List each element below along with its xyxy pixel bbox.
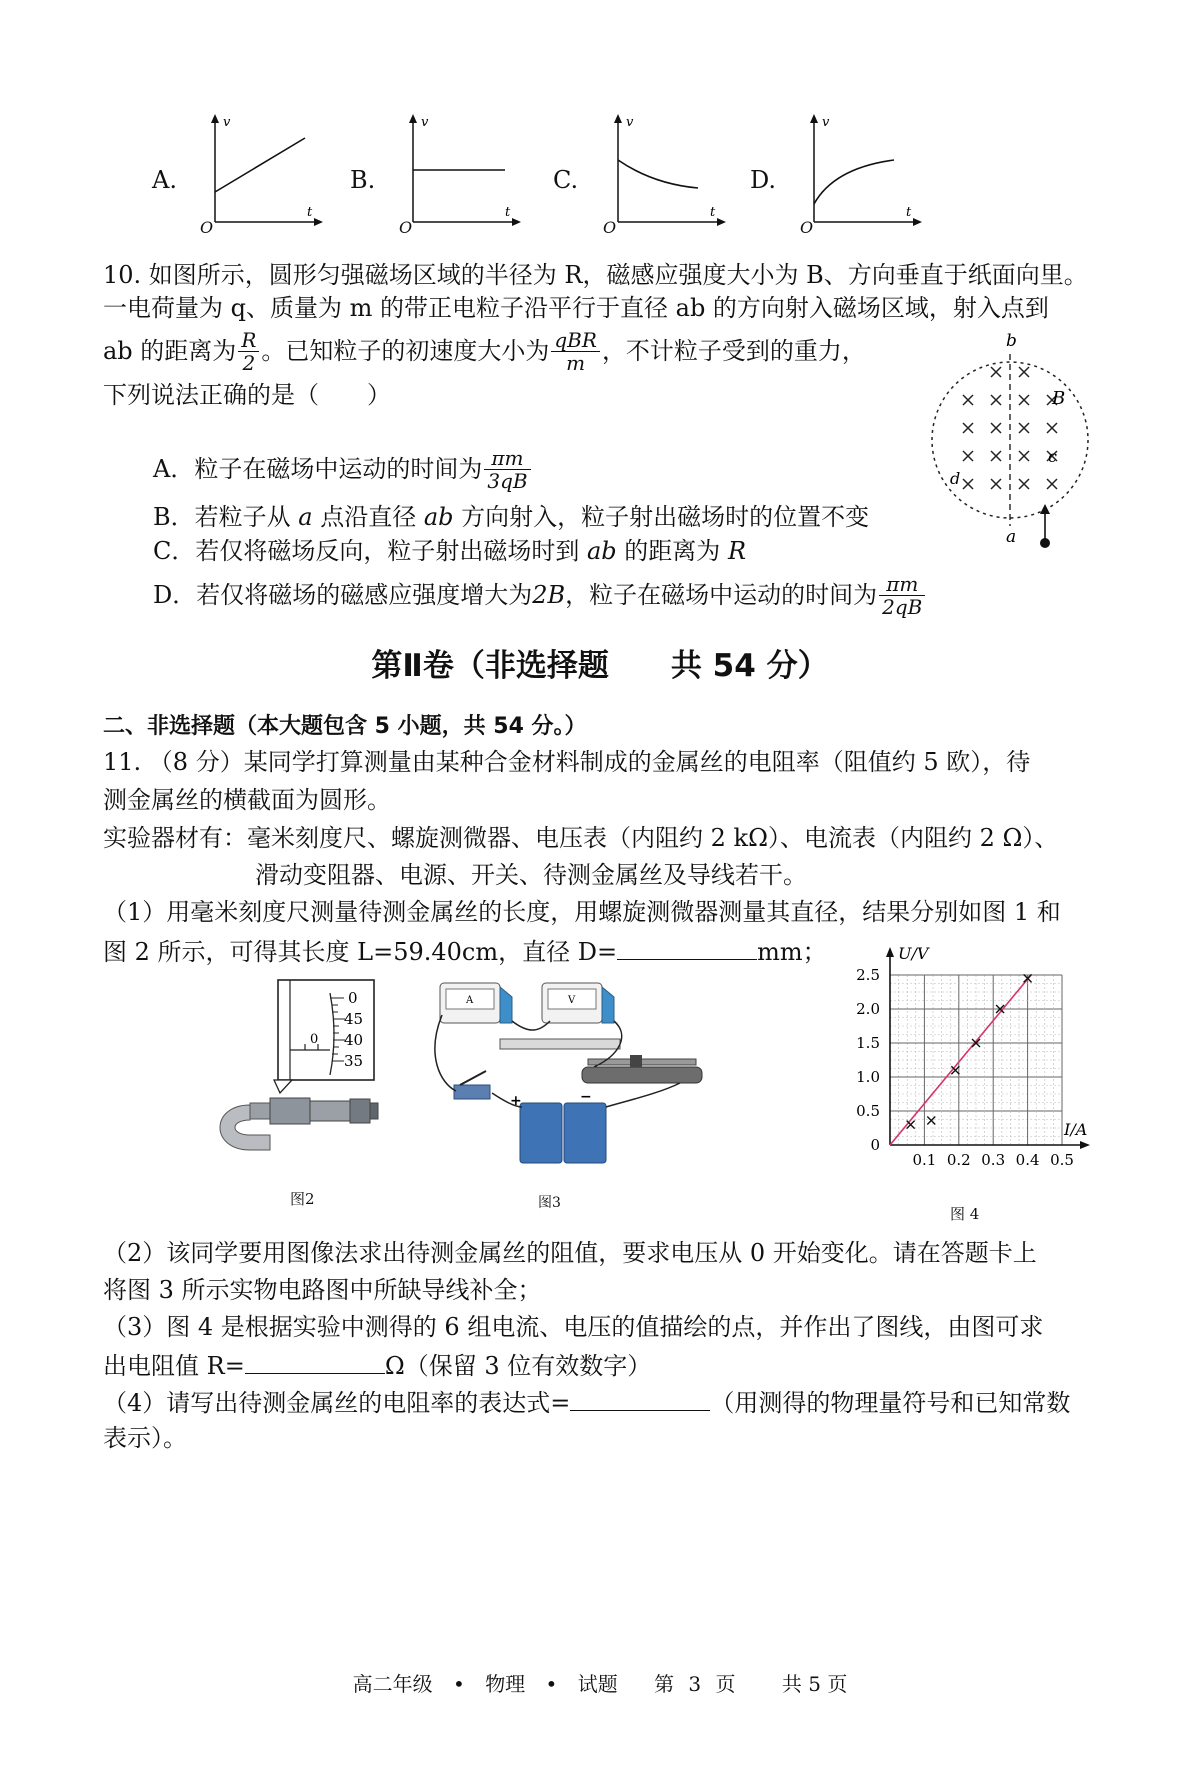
option-d-origin: O — [800, 218, 814, 237]
y-axis-label: U/V — [898, 945, 929, 963]
x-tick-label: 0.1 — [912, 1151, 937, 1169]
field-cross — [991, 479, 1001, 489]
option-c-label: C. — [553, 166, 579, 194]
x-axis-label: I/A — [1064, 1120, 1088, 1139]
field-cross — [963, 451, 973, 461]
option-d-v: v — [822, 115, 830, 130]
option-c-v: v — [626, 115, 634, 130]
q11-p2-line1: （2）该同学要用图像法求出待测金属丝的阻值，要求电压从 0 开始变化。请在答题卡上 — [103, 1239, 1037, 1267]
label-B: B — [1052, 388, 1066, 409]
data-point — [927, 1117, 935, 1125]
y-tick-label: 2.0 — [856, 1000, 880, 1018]
q10-line4: 下列说法正确的是（ ） — [103, 381, 391, 409]
option-d-t: t — [906, 205, 912, 220]
x-tick-label: 0.5 — [1050, 1151, 1074, 1169]
q10-option-c-b: 的距离为 — [616, 537, 728, 565]
micrometer-tick-40: 40 — [344, 1031, 364, 1049]
label-c: c — [1048, 447, 1057, 466]
q10-line3-b: 。已知粒子的初速度大小为 — [261, 337, 550, 365]
footer-subject: 物理 — [485, 1672, 526, 1696]
field-cross — [991, 367, 1001, 377]
field-cross — [991, 395, 1001, 405]
frac-r-num: R — [238, 329, 259, 352]
x-tick-label: 0.4 — [1015, 1151, 1040, 1169]
option-d-label: D. — [750, 166, 777, 194]
q11-p3-line2 — [103, 1347, 651, 1383]
resistance-answer-blank[interactable] — [245, 1347, 385, 1374]
opt-d-den: 2qB — [882, 594, 923, 619]
q10-option-d — [153, 566, 927, 624]
q11-p4-line1-a: （4）请写出待测金属丝的电阻率的表达式= — [103, 1389, 571, 1417]
q11-p4-line2: 表示）。 — [103, 1424, 187, 1452]
q10-option-b — [153, 500, 869, 534]
diameter-answer-blank[interactable] — [617, 933, 757, 960]
footer-total: 共 5 页 — [781, 1672, 848, 1696]
option-c-t: t — [710, 205, 716, 220]
q10-option-a-text: A．粒子在磁场中运动的时间为 — [153, 455, 483, 483]
x-axis-arrow — [1080, 1141, 1090, 1149]
q11-p1-line2-a: 图 2 所示，可得其长度 L=59.40cm，直径 D= — [103, 938, 618, 966]
q10-option-b-c: 方向射入，粒子射出磁场时的位置不变 — [453, 503, 870, 531]
footer-grade: 高二年级 — [352, 1672, 433, 1696]
y-tick-label: 0.5 — [856, 1102, 880, 1120]
option-a-t: t — [307, 205, 313, 220]
part2-heading: 二、非选择题（本大题包含 5 小题，共 54 分。） — [103, 714, 587, 739]
y-tick-label: 1.0 — [856, 1068, 880, 1086]
option-a-graph — [195, 112, 325, 230]
option-a-label: A. — [152, 166, 177, 194]
label-b: b — [1006, 332, 1017, 351]
option-b-origin: O — [399, 218, 413, 237]
q10-line2: 一电荷量为 q、质量为 m 的带正电粒子沿平行于直径 ab 的方向射入磁场区域，射入点到 — [103, 294, 1049, 322]
q10-option-a — [153, 440, 533, 498]
micrometer-figure — [210, 975, 380, 1175]
y-axis-arrow — [886, 947, 894, 957]
option-b-t: t — [505, 205, 511, 220]
field-cross — [1019, 423, 1029, 433]
option-a-origin: O — [200, 218, 214, 237]
q10-option-c-r: R — [727, 537, 747, 565]
q11-p1-line2-b: mm； — [757, 938, 827, 966]
voltmeter-label: V — [568, 995, 576, 1006]
ammeter-label: A — [466, 995, 474, 1006]
opt-a-den: 3qB — [487, 468, 528, 493]
q10-option-b-b: 点沿直径 — [312, 503, 424, 531]
field-cross — [963, 479, 973, 489]
y-tick-label: 0 — [870, 1136, 880, 1154]
field-cross — [1019, 479, 1029, 489]
footer-dot-1: • — [453, 1672, 465, 1696]
fig3-caption: 图3 — [538, 1195, 561, 1211]
footer-page-b: 页 — [715, 1672, 736, 1696]
q11-p4-line1 — [103, 1384, 1070, 1420]
section-title: 第Ⅱ卷（非选择题 共 54 分） — [371, 648, 829, 684]
option-b-graph — [393, 112, 523, 230]
frac-v-num: qBR — [551, 329, 600, 352]
q10-option-c-ab: ab — [587, 537, 617, 565]
opt-a-num: πm — [484, 447, 530, 470]
option-b-v: v — [421, 115, 429, 130]
q10-option-d-2b: 2B — [532, 581, 566, 609]
q10-frac-v — [551, 329, 600, 374]
q10-option-b-a: B．若粒子从 — [153, 503, 299, 531]
label-d: d — [950, 469, 961, 488]
q10-option-c — [153, 534, 746, 568]
field-cross — [1047, 423, 1057, 433]
fig2-caption: 图2 — [290, 1190, 315, 1208]
micrometer-tick-45: 45 — [344, 1010, 364, 1028]
field-cross — [1047, 479, 1057, 489]
field-cross — [1019, 451, 1029, 461]
field-cross — [991, 451, 1001, 461]
q10-line1: 10. 如图所示，圆形匀强磁场区域的半径为 R，磁感应强度大小为 B、方向垂直于纸面向里。 — [103, 261, 1088, 289]
frac-v-den: m — [566, 350, 586, 375]
q10-line3 — [103, 322, 866, 380]
q11-equip2: 滑动变阻器、电源、开关、待测金属丝及导线若干。 — [255, 861, 807, 889]
field-cross — [991, 423, 1001, 433]
option-c-graph — [598, 112, 728, 230]
q11-p2-line2: 将图 3 所示实物电路图中所缺导线补全； — [103, 1276, 542, 1304]
x-tick-label: 0.3 — [981, 1151, 1006, 1169]
field-cross — [1019, 395, 1029, 405]
option-d-graph — [794, 112, 924, 230]
q10-option-b-var: a — [298, 503, 313, 531]
micrometer-tick-0: 0 — [348, 989, 358, 1007]
x-tick-label: 0.2 — [946, 1151, 971, 1169]
q11-p3-line2-b: Ω（保留 3 位有效数字） — [384, 1352, 652, 1380]
q10-option-d-a: D．若仅将磁场的磁感应强度增大为 — [153, 581, 533, 609]
opt-d-num: πm — [879, 573, 925, 596]
q10-line3-a: ab 的距离为 — [103, 337, 237, 365]
q10-option-c-a: C．若仅将磁场反向，粒子射出磁场时到 — [153, 537, 587, 565]
footer-dot-2: • — [545, 1672, 558, 1696]
resistivity-answer-blank[interactable] — [570, 1384, 710, 1411]
q11-p4-line1-b: （用测得的物理量符号和已知常数 — [710, 1389, 1071, 1417]
q11-p1-line1: （1）用毫米刻度尺测量待测金属丝的长度，用螺旋测微器测量其直径，结果分别如图 1 和 — [103, 898, 1061, 926]
footer-type: 试题 — [577, 1672, 618, 1696]
q10-line3-c: ，不计粒子受到的重力， — [601, 337, 866, 365]
q11-line1: 11. （8 分）某同学打算测量由某种合金材料制成的金属丝的电阻率（阻值约 5 欧），待 — [103, 748, 1031, 776]
footer-page-a: 第 — [654, 1672, 675, 1696]
q11-p1-line2 — [103, 933, 827, 969]
fig4-caption: 图 4 — [950, 1205, 980, 1223]
magnetic-field-figure — [920, 332, 1100, 552]
circuit-figure — [430, 975, 740, 1175]
frac-r-den: 2 — [242, 350, 256, 375]
option-c-origin: O — [603, 218, 617, 237]
field-cross — [963, 423, 973, 433]
battery-minus: − — [580, 1089, 592, 1105]
q10-option-d-frac — [879, 573, 925, 618]
option-b-label: B. — [350, 166, 376, 194]
q10-frac-r — [238, 329, 259, 374]
q11-p3-line2-a: 出电阻值 R= — [103, 1352, 245, 1380]
q11-line2: 测金属丝的横截面为圆形。 — [103, 786, 391, 814]
q11-equip1: 实验器材有：毫米刻度尺、螺旋测微器、电压表（内阻约 2 kΩ）、电流表（内阻约 2 Ω）、 — [103, 824, 1059, 852]
q11-p3-line1: （3）图 4 是根据实验中测得的 6 组电流、电压的值描绘的点，并作出了图线，由图可求 — [103, 1313, 1044, 1341]
y-tick-label: 2.5 — [856, 966, 880, 984]
option-a-v: v — [223, 115, 231, 130]
battery-plus: + — [510, 1093, 522, 1109]
page-footer — [0, 1668, 1200, 1697]
ui-chart — [840, 945, 1100, 1190]
y-tick-label: 1.5 — [856, 1034, 880, 1052]
micrometer-tick-35: 35 — [344, 1052, 364, 1070]
field-cross — [963, 395, 973, 405]
footer-page-n: 3 — [688, 1672, 702, 1696]
field-cross — [1019, 367, 1029, 377]
q10-option-d-b: ，粒子在磁场中运动的时间为 — [565, 581, 878, 609]
micrometer-zero: 0 — [310, 1032, 319, 1047]
q10-option-a-frac — [484, 447, 530, 492]
q10-option-b-ab: ab — [423, 503, 454, 531]
label-a: a — [1006, 527, 1017, 547]
